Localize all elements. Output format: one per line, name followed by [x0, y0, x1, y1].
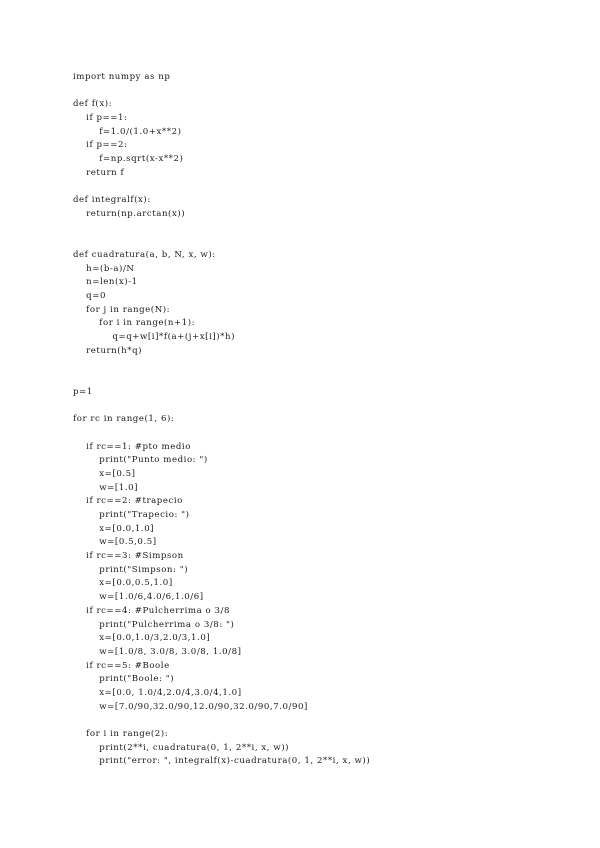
code-indent [73, 140, 86, 150]
code-text: def f(x): [73, 99, 113, 110]
code-indent [73, 702, 99, 712]
code-indent [73, 455, 99, 465]
code-text: return f [86, 167, 125, 178]
code-text: print(2**i, cuadratura(0, 1, 2**i, x, w)) [99, 742, 290, 753]
code-line [73, 632, 370, 646]
code-line [73, 577, 370, 591]
code-line [73, 427, 370, 441]
code-indent [73, 674, 99, 684]
code-text: f=np.sqrt(x-x**2) [99, 154, 184, 165]
code-line [73, 454, 370, 468]
code-text: x=[0.5] [99, 468, 136, 479]
code-indent [73, 620, 99, 630]
code-line [73, 331, 370, 345]
code-line [73, 167, 370, 181]
code-indent [73, 551, 86, 561]
code-line [73, 276, 370, 290]
code-text: p=1 [73, 386, 93, 397]
code-text: w=[1.0/6,4.0/6,1.0/6] [99, 592, 204, 603]
code-text: for i in range(2): [86, 729, 169, 739]
code-indent [73, 277, 86, 287]
code-line [73, 413, 370, 427]
code-text: if p==1: [86, 113, 128, 124]
code-text: print("Simpson: ") [99, 564, 189, 575]
code-indent [73, 729, 86, 739]
code-indent [73, 305, 86, 315]
code-listing [73, 71, 370, 769]
code-line [73, 673, 370, 687]
code-line [73, 400, 370, 414]
code-text: x=[0.0, 1.0/4,2.0/4,3.0/4,1.0] [99, 687, 242, 698]
code-line [73, 249, 370, 263]
code-text: if rc==2: #trapecio [86, 496, 183, 507]
code-text: if rc==1: #pto medio [86, 441, 191, 452]
code-line [73, 536, 370, 550]
code-line [73, 495, 370, 509]
code-line [73, 523, 370, 537]
code-line [73, 304, 370, 318]
code-indent [73, 209, 86, 219]
code-line [73, 509, 370, 523]
code-text: if rc==5: #Boole [86, 660, 170, 671]
code-text: import numpy as np [73, 72, 171, 82]
code-line [73, 290, 370, 304]
code-line [73, 358, 370, 372]
code-text: q=q+w[i]*f(a+(j+x[i])*h) [112, 332, 236, 343]
code-line [73, 728, 370, 742]
code-text: w=[0.5,0.5] [99, 537, 157, 548]
code-indent [73, 524, 99, 534]
code-line [73, 208, 370, 222]
code-line [73, 372, 370, 386]
code-line [73, 139, 370, 153]
code-line [73, 317, 370, 331]
code-line [73, 85, 370, 99]
code-indent [73, 264, 86, 274]
code-line [73, 755, 370, 769]
code-indent [73, 483, 99, 493]
code-indent [73, 756, 99, 766]
code-line [73, 564, 370, 578]
code-line [73, 98, 370, 112]
code-indent [73, 113, 86, 123]
code-line [73, 441, 370, 455]
code-text: x=[0.0,0.5,1.0] [99, 578, 173, 589]
code-line [73, 742, 370, 756]
code-indent [73, 565, 99, 575]
code-indent [73, 578, 99, 588]
code-text: for i in range(n+1): [99, 318, 196, 329]
code-indent [73, 154, 99, 164]
code-text: return(h*q) [86, 345, 143, 356]
code-indent [73, 318, 99, 328]
code-text: w=[1.0] [99, 482, 139, 493]
code-line [73, 112, 370, 126]
code-text: print("Pulcherrima o 3/8: ") [99, 619, 235, 630]
code-line [73, 386, 370, 400]
code-line [73, 605, 370, 619]
code-indent [73, 346, 86, 356]
code-line [73, 181, 370, 195]
code-text: if p==2: [86, 140, 128, 151]
code-line [73, 153, 370, 167]
code-indent [73, 291, 86, 301]
code-line [73, 646, 370, 660]
code-text: print("error: ", integralf(x)-cuadratura(0, 1, 2**i, x, w)) [99, 756, 371, 767]
code-text: f=1.0/(1.0+x**2) [99, 126, 182, 137]
code-indent [73, 510, 99, 520]
code-line [73, 660, 370, 674]
code-text: w=[1.0/8, 3.0/8, 3.0/8, 1.0/8] [99, 646, 242, 657]
code-text: n=len(x)-1 [86, 277, 138, 288]
code-line [73, 687, 370, 701]
code-indent [73, 688, 99, 698]
code-indent [73, 496, 86, 506]
code-line [73, 263, 370, 277]
code-line [73, 591, 370, 605]
code-text: def integralf(x): [73, 195, 151, 206]
code-line [73, 194, 370, 208]
code-line [73, 714, 370, 728]
code-line [73, 235, 370, 249]
code-line [73, 71, 370, 85]
code-indent [73, 168, 86, 178]
code-line [73, 126, 370, 140]
code-text: for j in range(N): [86, 304, 171, 315]
code-indent [73, 592, 99, 602]
code-text: x=[0.0,1.0] [99, 523, 155, 534]
code-text: print("Punto medio: ") [99, 455, 208, 466]
code-line [73, 550, 370, 564]
code-line [73, 619, 370, 633]
code-line [73, 701, 370, 715]
code-indent [73, 332, 112, 342]
code-text: w=[7.0/90,32.0/90,12.0/90,32.0/90,7.0/90] [99, 701, 308, 712]
code-text: print("Trapecio: ") [99, 510, 190, 520]
code-indent [73, 633, 99, 643]
code-text: print("Boole: ") [99, 674, 175, 685]
code-indent [73, 442, 86, 452]
code-text: if rc==3: #Simpson [86, 551, 184, 562]
code-text: x=[0.0,1.0/3,2.0/3,1.0] [99, 633, 211, 644]
code-indent [73, 647, 99, 657]
code-indent [73, 743, 99, 753]
code-indent [73, 661, 86, 671]
code-indent [73, 469, 99, 479]
code-text: return(np.arctan(x)) [86, 208, 186, 219]
code-indent [73, 606, 86, 616]
code-line [73, 345, 370, 359]
code-text: for rc in range(1, 6): [73, 414, 175, 425]
code-text: if rc==4: #Pulcherrima o 3/8 [86, 605, 231, 616]
code-text: h=(b-a)/N [86, 263, 135, 274]
code-indent [73, 537, 99, 547]
code-line [73, 468, 370, 482]
code-line [73, 482, 370, 496]
code-indent [73, 127, 99, 137]
code-text: def cuadratura(a, b, N, x, w): [73, 249, 216, 260]
code-line [73, 222, 370, 236]
code-text: q=0 [86, 291, 106, 301]
